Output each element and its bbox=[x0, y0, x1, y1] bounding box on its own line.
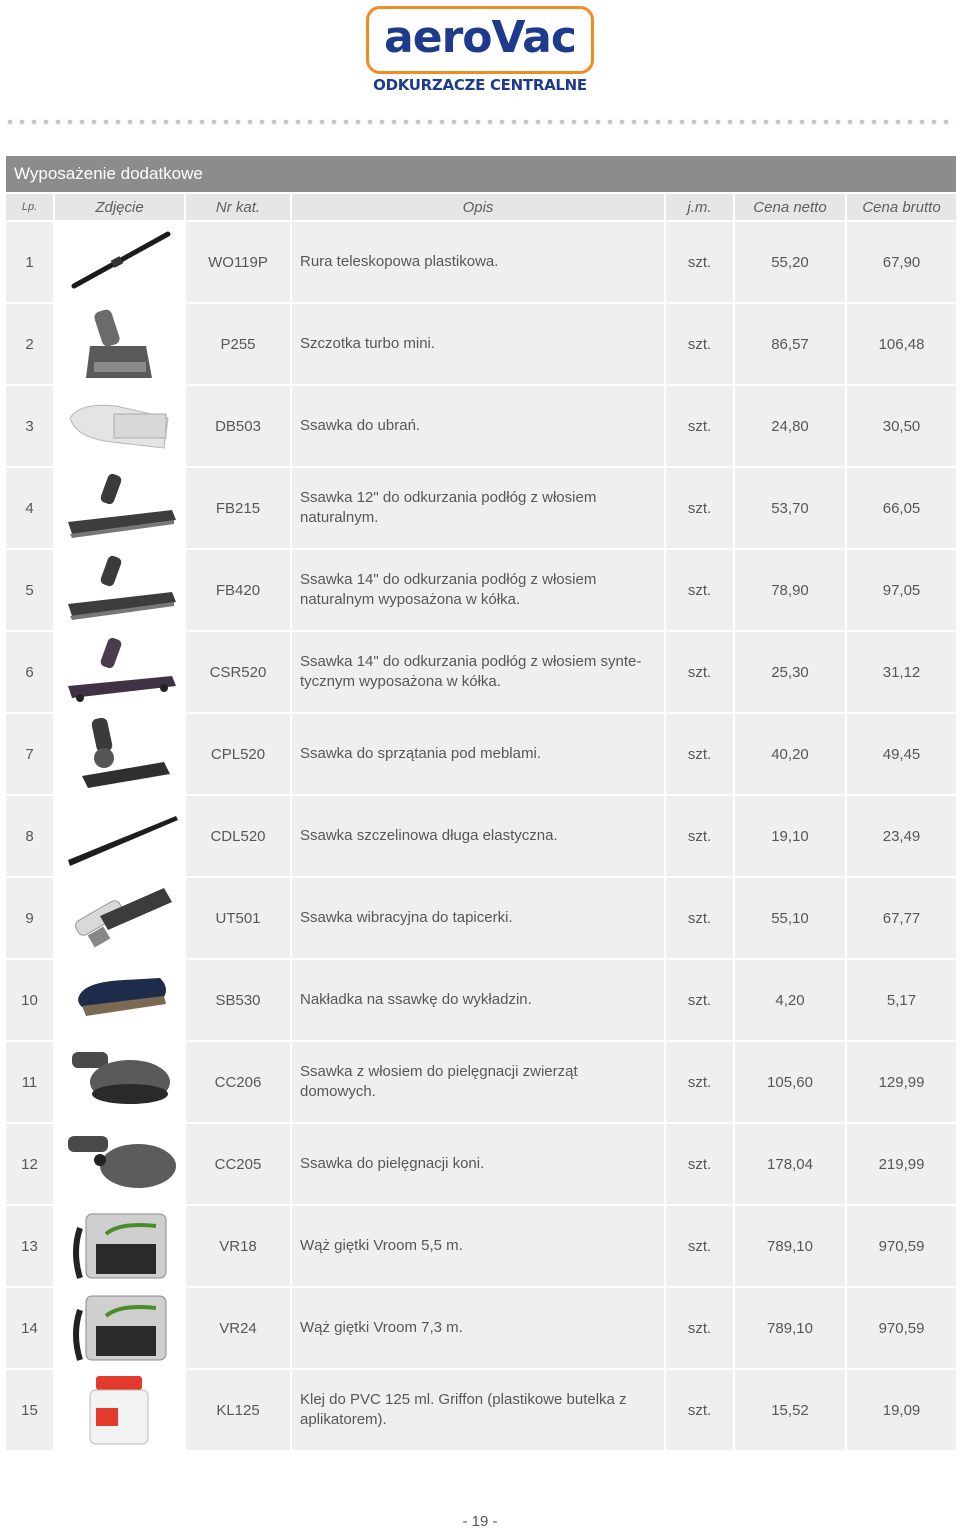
row-unit: szt. bbox=[665, 795, 734, 877]
row-lp: 2 bbox=[5, 303, 54, 385]
table-row bbox=[5, 1205, 957, 1287]
table-row bbox=[5, 303, 957, 385]
row-net-price: 789,10 bbox=[734, 1205, 846, 1287]
under-furniture-nozzle-icon bbox=[60, 716, 180, 792]
turbo-brush-icon bbox=[60, 306, 180, 382]
col-header-net: Cena netto bbox=[734, 193, 846, 221]
row-desc: Ssawka wibracyjna do tapicerki. bbox=[291, 877, 665, 959]
row-net-price: 86,57 bbox=[734, 303, 846, 385]
row-lp: 9 bbox=[5, 877, 54, 959]
upholstery-nozzle-icon bbox=[60, 880, 180, 956]
logo-wordmark: aeroVac bbox=[384, 12, 576, 63]
col-header-cat: Nr kat. bbox=[185, 193, 291, 221]
row-cat: SB530 bbox=[185, 959, 291, 1041]
row-net-price: 4,20 bbox=[734, 959, 846, 1041]
row-gross-price: 49,45 bbox=[846, 713, 957, 795]
floor-brush-icon bbox=[60, 552, 180, 628]
row-gross-price: 970,59 bbox=[846, 1287, 957, 1369]
row-photo bbox=[54, 877, 185, 959]
row-net-price: 789,10 bbox=[734, 1287, 846, 1369]
row-gross-price: 30,50 bbox=[846, 385, 957, 467]
table-row bbox=[5, 1123, 957, 1205]
row-net-price: 55,10 bbox=[734, 877, 846, 959]
row-desc: Ssawka do sprzątania pod meblami. bbox=[291, 713, 665, 795]
row-photo bbox=[54, 1369, 185, 1451]
row-unit: szt. bbox=[665, 1123, 734, 1205]
row-photo bbox=[54, 959, 185, 1041]
row-lp: 10 bbox=[5, 959, 54, 1041]
row-net-price: 55,20 bbox=[734, 221, 846, 303]
row-desc: Wąż giętki Vroom 7,3 m. bbox=[291, 1287, 665, 1369]
row-net-price: 53,70 bbox=[734, 467, 846, 549]
row-desc: Ssawka 14" do odkurzania podłóg z włosiem naturalnym wyposażona w kółka. bbox=[291, 549, 665, 631]
table-row bbox=[5, 795, 957, 877]
row-gross-price: 19,09 bbox=[846, 1369, 957, 1451]
row-cat: CC206 bbox=[185, 1041, 291, 1123]
hose-box-icon bbox=[60, 1290, 180, 1366]
row-photo bbox=[54, 467, 185, 549]
table-row bbox=[5, 467, 957, 549]
row-cat: CPL520 bbox=[185, 713, 291, 795]
table-body bbox=[5, 221, 957, 1451]
row-lp: 5 bbox=[5, 549, 54, 631]
row-cat: P255 bbox=[185, 303, 291, 385]
table-row bbox=[5, 221, 957, 303]
row-gross-price: 97,05 bbox=[846, 549, 957, 631]
row-cat: CC205 bbox=[185, 1123, 291, 1205]
row-unit: szt. bbox=[665, 221, 734, 303]
row-cat: FB420 bbox=[185, 549, 291, 631]
crevice-tool-icon bbox=[60, 798, 180, 874]
page-number: - 19 - bbox=[462, 1513, 498, 1530]
row-gross-price: 66,05 bbox=[846, 467, 957, 549]
brand-logo bbox=[366, 6, 592, 96]
row-gross-price: 23,49 bbox=[846, 795, 957, 877]
row-desc: Ssawka do pielęgnacji koni. bbox=[291, 1123, 665, 1205]
row-lp: 1 bbox=[5, 221, 54, 303]
col-header-lp: Lp. bbox=[5, 193, 54, 221]
row-photo bbox=[54, 1205, 185, 1287]
row-photo bbox=[54, 221, 185, 303]
row-lp: 13 bbox=[5, 1205, 54, 1287]
row-lp: 4 bbox=[5, 467, 54, 549]
row-cat: UT501 bbox=[185, 877, 291, 959]
row-net-price: 178,04 bbox=[734, 1123, 846, 1205]
row-gross-price: 67,77 bbox=[846, 877, 957, 959]
row-unit: szt. bbox=[665, 959, 734, 1041]
row-photo bbox=[54, 549, 185, 631]
row-cat: KL125 bbox=[185, 1369, 291, 1451]
row-unit: szt. bbox=[665, 713, 734, 795]
row-gross-price: 970,59 bbox=[846, 1205, 957, 1287]
row-lp: 12 bbox=[5, 1123, 54, 1205]
row-gross-price: 5,17 bbox=[846, 959, 957, 1041]
row-gross-price: 129,99 bbox=[846, 1041, 957, 1123]
table-row bbox=[5, 631, 957, 713]
row-cat: DB503 bbox=[185, 385, 291, 467]
row-unit: szt. bbox=[665, 467, 734, 549]
row-desc: Ssawka do ubrań. bbox=[291, 385, 665, 467]
row-net-price: 19,10 bbox=[734, 795, 846, 877]
row-unit: szt. bbox=[665, 1287, 734, 1369]
col-header-unit: j.m. bbox=[665, 193, 734, 221]
row-photo bbox=[54, 1123, 185, 1205]
row-desc: Nakładka na ssawkę do wykładzin. bbox=[291, 959, 665, 1041]
row-lp: 8 bbox=[5, 795, 54, 877]
row-photo bbox=[54, 1041, 185, 1123]
row-cat: CSR520 bbox=[185, 631, 291, 713]
row-net-price: 78,90 bbox=[734, 549, 846, 631]
row-cat: FB215 bbox=[185, 467, 291, 549]
row-cat: VR24 bbox=[185, 1287, 291, 1369]
row-unit: szt. bbox=[665, 303, 734, 385]
row-lp: 14 bbox=[5, 1287, 54, 1369]
row-lp: 15 bbox=[5, 1369, 54, 1451]
row-net-price: 40,20 bbox=[734, 713, 846, 795]
row-unit: szt. bbox=[665, 549, 734, 631]
col-header-photo: Zdjęcie bbox=[54, 193, 185, 221]
table-title: Wyposażenie dodatkowe bbox=[5, 155, 957, 193]
table-row bbox=[5, 1041, 957, 1123]
row-photo bbox=[54, 303, 185, 385]
table-row bbox=[5, 1287, 957, 1369]
telescopic-pipe-icon bbox=[60, 224, 180, 300]
row-desc: Wąż giętki Vroom 5,5 m. bbox=[291, 1205, 665, 1287]
row-desc: Szczotka turbo mini. bbox=[291, 303, 665, 385]
floor-brush-icon bbox=[60, 470, 180, 546]
row-photo bbox=[54, 713, 185, 795]
row-desc: Ssawka 12" do odkurzania podłóg z włosiem naturalnym. bbox=[291, 467, 665, 549]
row-gross-price: 67,90 bbox=[846, 221, 957, 303]
floor-brush-wheels-icon bbox=[60, 634, 180, 710]
col-header-gross: Cena brutto bbox=[846, 193, 957, 221]
row-gross-price: 106,48 bbox=[846, 303, 957, 385]
dotted-divider bbox=[4, 118, 956, 126]
col-header-desc: Opis bbox=[291, 193, 665, 221]
table-row bbox=[5, 385, 957, 467]
accessories-table bbox=[4, 154, 958, 1452]
row-desc: Rura teleskopowa plastikowa. bbox=[291, 221, 665, 303]
row-photo bbox=[54, 385, 185, 467]
carpet-pad-icon bbox=[60, 962, 180, 1038]
row-lp: 3 bbox=[5, 385, 54, 467]
table-row bbox=[5, 549, 957, 631]
row-unit: szt. bbox=[665, 1369, 734, 1451]
row-lp: 6 bbox=[5, 631, 54, 713]
row-photo bbox=[54, 1287, 185, 1369]
row-cat: CDL520 bbox=[185, 795, 291, 877]
table-row bbox=[5, 1369, 957, 1451]
row-cat: WO119P bbox=[185, 221, 291, 303]
table-row bbox=[5, 877, 957, 959]
table-row bbox=[5, 959, 957, 1041]
row-desc: Ssawka z włosiem do pielęgnacji zwierząt domowych. bbox=[291, 1041, 665, 1123]
logo-tagline: ODKURZACZE CENTRALNE bbox=[373, 76, 587, 94]
row-net-price: 25,30 bbox=[734, 631, 846, 713]
row-lp: 11 bbox=[5, 1041, 54, 1123]
row-photo bbox=[54, 795, 185, 877]
clothes-brush-icon bbox=[60, 388, 180, 464]
row-lp: 7 bbox=[5, 713, 54, 795]
row-gross-price: 31,12 bbox=[846, 631, 957, 713]
row-net-price: 15,52 bbox=[734, 1369, 846, 1451]
row-unit: szt. bbox=[665, 1205, 734, 1287]
row-gross-price: 219,99 bbox=[846, 1123, 957, 1205]
row-cat: VR18 bbox=[185, 1205, 291, 1287]
row-desc: Klej do PVC 125 ml. Griffon (plastikowe butelka z aplikatorem). bbox=[291, 1369, 665, 1451]
row-photo bbox=[54, 631, 185, 713]
row-unit: szt. bbox=[665, 385, 734, 467]
row-unit: szt. bbox=[665, 877, 734, 959]
glue-jar-icon bbox=[60, 1372, 180, 1448]
horse-groom-nozzle-icon bbox=[60, 1126, 180, 1202]
row-desc: Ssawka 14" do odkurzania podłóg z włosiem synte-tycznym wyposażona w kółka. bbox=[291, 631, 665, 713]
table-row bbox=[5, 713, 957, 795]
pet-groom-brush-icon bbox=[60, 1044, 180, 1120]
row-unit: szt. bbox=[665, 631, 734, 713]
row-desc: Ssawka szczelinowa długa elastyczna. bbox=[291, 795, 665, 877]
row-net-price: 24,80 bbox=[734, 385, 846, 467]
row-unit: szt. bbox=[665, 1041, 734, 1123]
row-net-price: 105,60 bbox=[734, 1041, 846, 1123]
hose-box-icon bbox=[60, 1208, 180, 1284]
